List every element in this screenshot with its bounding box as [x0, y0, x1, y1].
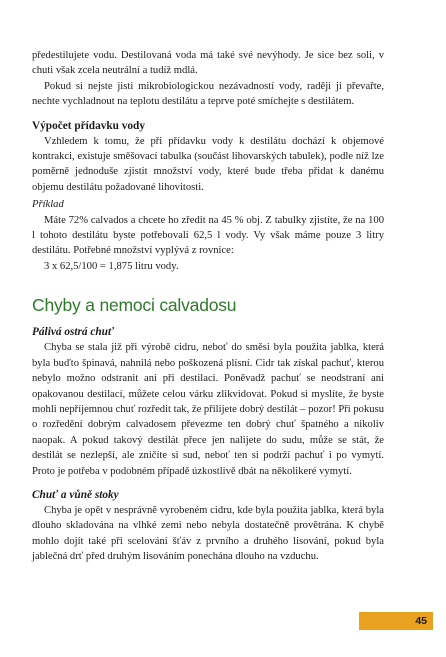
drain-smell-paragraph: Chyba je opět v nesprávně vyrobeném cidru, kde byla použita jablka, která byla dlouho skladována na vlhké zemi nebo nebyla dostatečně provětrána. K chybě mohlo dojít také při scelování šťáv z prvního a druhého lisování, pokud byla jablečná drť před druhým lisováním ponechána dlouho na vzduchu.: [32, 504, 384, 563]
section-heading-burning-taste: Pálivá ostrá chuť: [32, 326, 114, 339]
section-heading-drain-smell: Chuť a vůně stoky: [32, 488, 119, 501]
water-calc-paragraph: Vzhledem k tomu, že při přídavku vody k destilátu dochází k objemové kontrakci, existuje směšovací tabulka (součást lihovarských tabulek), podle níž lze poměrně jednoduše zjistit množství vody, které bude třeba přidat k danému objemu destilátu požadované lihovitosti.: [32, 135, 384, 193]
example-equation: 3 x 62,5/100 = 1,875 litru vody.: [44, 260, 179, 272]
example-label: Příklad: [32, 199, 64, 211]
page-content: [32, 48, 384, 565]
chapter-title: Chyby a nemoci calvadosu: [32, 295, 237, 316]
intro-paragraph-2: Pokud si nejste jisti mikrobiologickou nezávadností vody, raději ji převařte, nechte vychladnout na teplotu destilátu a teprve poté smíchejte s destilátem.: [32, 80, 384, 108]
example-text: Máte 72% calvados a chcete ho zředit na 45 % obj. Z tabulky zjistíte, že na 100 l tohoto destilátu byste potřebovali 62,5 l vody. Vy však máme pouze 3 litry destilátu. Potřebné množství vyplývá z rovnice:: [32, 214, 384, 257]
page-number-badge: [359, 612, 433, 630]
burning-taste-paragraph: Chyba se stala již při výrobě cidru, neboť do směsi byla použita jablka, která byla buďto špinavá, nahnilá nebo poškozená plísní. Cidr tak získal pachuť, kterou nebylo možno odstranit ani při destilaci. Poněvadž pachuť se neodstraní ani opakovanou destilací, můžete celou várku zlikvidovat. Pokud si myslíte, že byste mohli nepříjemnou chuť rozředit tak, že přilijete dobrý destilát – pozor! Při pokusu o rozředění dobrým calvadosem převezme ten dobrý chuť špatného a nikoliv naopak. A pokud takový destilát přece jen nalijete do sudu, může se stát, že destilát se nezlepší, ale zničíte si sud, neboť ten si podrží pachuť i po vymytí. Proto je potřeba v podobném případě úzkostlivě dbát na několikeré vymytí.: [32, 342, 384, 477]
intro-paragraph-1: předestilujete vodu. Destilovaná voda má také své nevýhody. Je sice bez soli, v chuti však zcela neutrální a tudíž mdlá.: [32, 50, 384, 77]
section-heading-water-calc: Výpočet přídavku vody: [32, 119, 145, 132]
page-number: 45: [415, 615, 427, 627]
